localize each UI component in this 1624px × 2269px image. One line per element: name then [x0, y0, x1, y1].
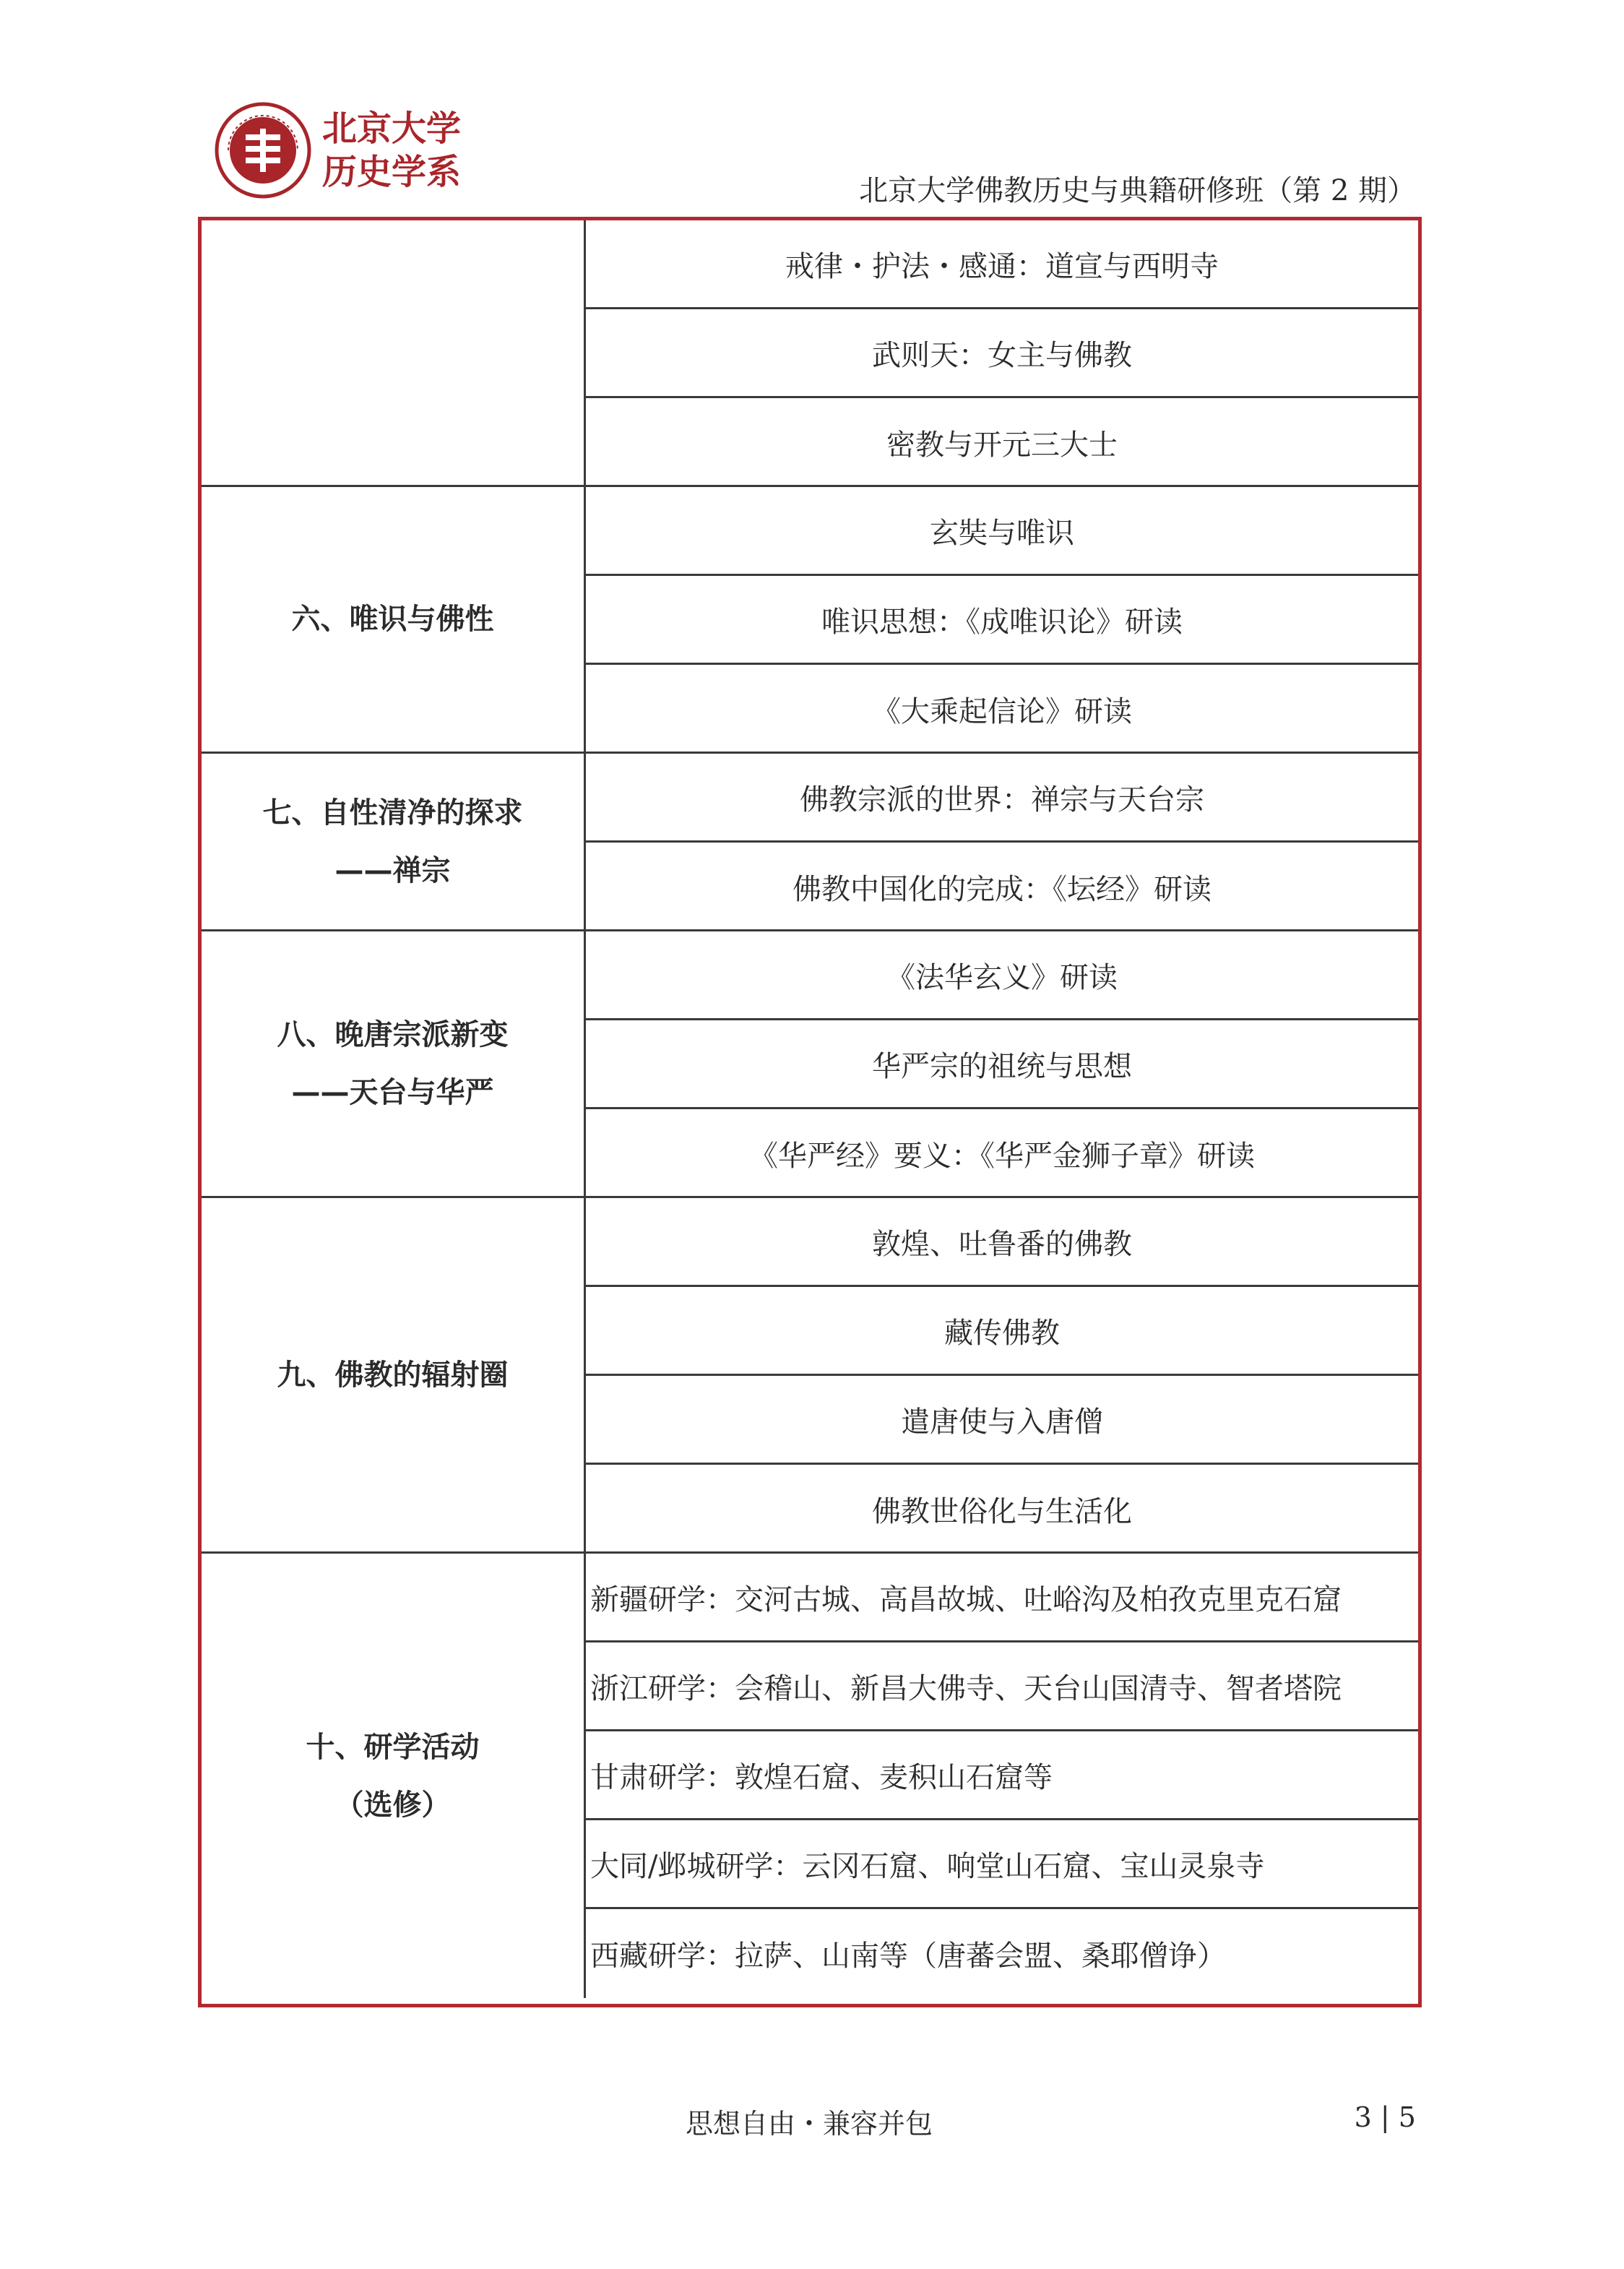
topic-column	[586, 1554, 1418, 1998]
table-row-group	[202, 1554, 1418, 1998]
topic-cell: 佛教中国化的完成：《坛经》研读	[792, 873, 1211, 906]
topic-cell: 戒律・护法・感通：道宣与西明寺	[586, 220, 1418, 309]
table-row-group	[202, 1198, 1418, 1554]
document-header-title: 北京大学佛教历史与典籍研修班（第 2 期）	[859, 174, 1416, 207]
topic-cell: 华严宗的祖统与思想	[586, 1020, 1418, 1109]
topic-cell: 佛教宗派的世界：禅宗与天台宗	[586, 754, 1418, 843]
module-heading-cell	[202, 220, 586, 485]
module-heading-line: 六、唯识与佛性	[291, 603, 494, 636]
topic-column	[586, 220, 1418, 485]
topic-column	[586, 754, 1418, 929]
logo-text-line1: 北京大学	[322, 108, 462, 149]
module-heading-cell	[202, 931, 586, 1196]
topic-cell: 敦煌、吐鲁番的佛教	[586, 1198, 1418, 1287]
topic-cell: 玄奘与唯识	[586, 487, 1418, 576]
module-heading-cell	[202, 1554, 586, 1998]
table-row-group	[202, 931, 1418, 1198]
module-heading-cell	[202, 1198, 586, 1551]
table-row-group	[202, 220, 1418, 487]
module-heading-line: ——禅宗	[334, 853, 451, 887]
department-logo	[214, 101, 474, 202]
topic-cell: 佛教世俗化与生活化	[872, 1495, 1132, 1528]
module-heading-line: 八、晚唐宗派新变	[277, 1018, 509, 1051]
module-heading-cell	[202, 754, 586, 929]
topic-cell: 武则天：女主与佛教	[586, 309, 1418, 398]
topic-cell: 西藏研学：拉萨、山南等（唐蕃会盟、桑耶僧诤）	[590, 1939, 1226, 1973]
curriculum-table	[198, 217, 1422, 2007]
page-number: 3 | 5	[1354, 2101, 1416, 2133]
logo-text	[322, 107, 461, 194]
module-heading-line: 十、研学活动	[306, 1730, 480, 1764]
topic-column	[586, 487, 1418, 752]
topic-cell: 《大乘起信论》研读	[872, 695, 1132, 728]
topic-cell: 浙江研学：会稽山、新昌大佛寺、天台山国清寺、智者塔院	[586, 1642, 1418, 1731]
module-heading-cell	[202, 487, 586, 752]
topic-cell: 新疆研学：交河古城、高昌故城、吐峪沟及柏孜克里克石窟	[586, 1554, 1418, 1642]
topic-cell: 密教与开元三大士	[886, 429, 1118, 462]
footer-motto: 思想自由・兼容并包	[685, 2108, 933, 2140]
topic-cell: 大同/邺城研学：云冈石窟、响堂山石窟、宝山灵泉寺	[586, 1820, 1418, 1909]
topic-cell: 《法华玄义》研读	[586, 931, 1418, 1020]
topic-column	[586, 1198, 1418, 1551]
module-heading-line: 七、自性清净的探求	[262, 796, 523, 830]
topic-cell: 唯识思想：《成唯识论》研读	[586, 576, 1418, 665]
topic-cell: 《华严经》要义：《华严金狮子章》研读	[749, 1140, 1255, 1173]
logo-text-line2: 历史学系	[322, 152, 462, 192]
topic-cell: 甘肃研学：敦煌石窟、麦积山石窟等	[586, 1731, 1418, 1820]
module-heading-line: （选修）	[334, 1788, 451, 1822]
module-heading-line: ——天台与华严	[291, 1076, 494, 1109]
table-row-group	[202, 487, 1418, 754]
table-row-group	[202, 754, 1418, 931]
topic-cell: 藏传佛教	[586, 1287, 1418, 1376]
topic-cell: 遣唐使与入唐僧	[586, 1376, 1418, 1465]
module-heading-line: 九、佛教的辐射圈	[277, 1358, 509, 1392]
pku-history-seal-icon	[214, 101, 312, 199]
topic-column	[586, 931, 1418, 1196]
